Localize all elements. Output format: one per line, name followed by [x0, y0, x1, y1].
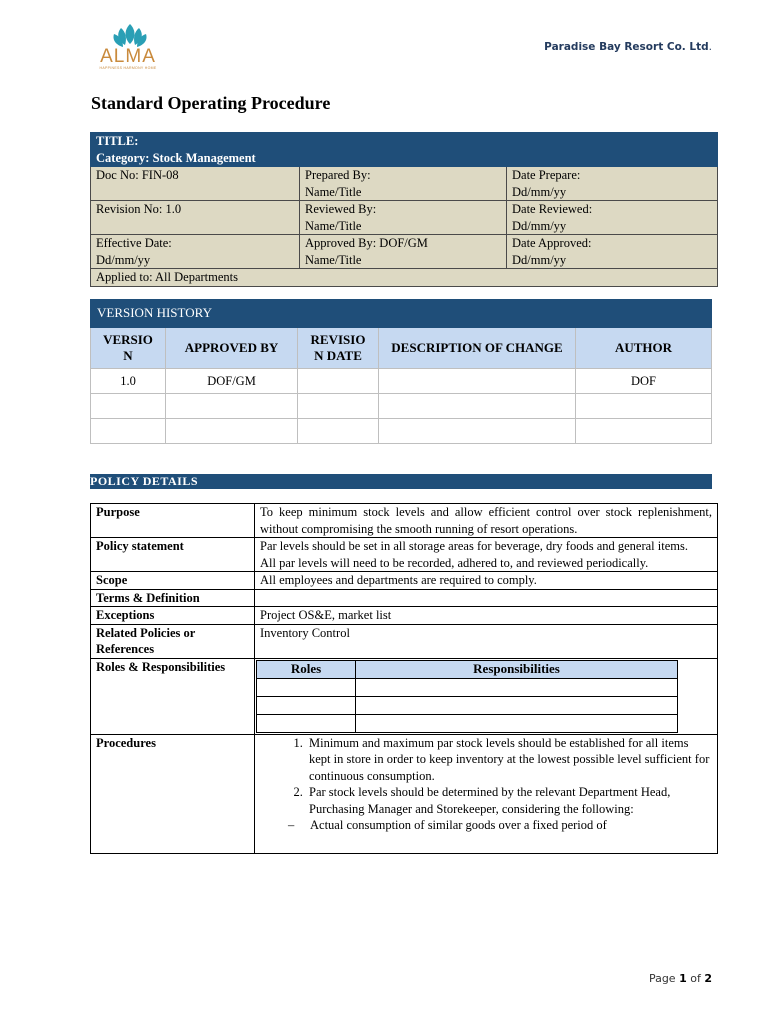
procedures-cell [255, 734, 718, 853]
statement-line: Par levels should be set in all storage areas for beverage, dry foods and general items. [260, 539, 688, 553]
document-info-table [90, 132, 718, 287]
table-row [257, 678, 678, 696]
cell-revision-date [298, 394, 379, 419]
procedures-label: Procedures [91, 734, 255, 853]
cell-description [379, 394, 576, 419]
col-version: VERSIO N [91, 328, 166, 369]
title-label: TITLE: [96, 134, 139, 148]
cell-version: 1.0 [91, 369, 166, 394]
scope-text: All employees and departments are required to comply. [255, 572, 718, 590]
procedures-sublist [260, 817, 712, 834]
purpose-text: To keep minimum stock levels and allow efficient control over stock replenishment, without compromising the smooth running of resort operations. [255, 504, 718, 538]
scope-label: Scope [91, 572, 255, 590]
page-number: Page 1 of 2 [648, 972, 712, 985]
roles-cell [255, 658, 718, 734]
cell-approved-by [166, 394, 298, 419]
cell-version [91, 419, 166, 444]
version-history-table [90, 299, 712, 444]
col-approved-by: APPROVED BY [166, 328, 298, 369]
col-description: DESCRIPTION OF CHANGE [379, 328, 576, 369]
document-title: Standard Operating Procedure [91, 93, 331, 113]
effective-date-cell: Effective Date: Dd/mm/yy [91, 235, 300, 269]
procedures-list [260, 735, 712, 818]
list-item: 1. Minimum and maximum par stock levels should be established for all items kept in store in order to keep inventory at the lowest possible level sufficient for continuous consumption. [306, 735, 712, 785]
company-name: Paradise Bay Resort Co. Ltd. [544, 41, 712, 53]
logo-tagline: HAPPINESS HARMONY HOME [99, 66, 157, 70]
prepared-by-cell: Prepared By: Name/Title [300, 167, 507, 201]
table-row [91, 419, 712, 444]
roles-label: Roles & Responsibilities [91, 658, 255, 734]
table-row [257, 714, 678, 732]
cell-description [379, 419, 576, 444]
date-approved-cell: Date Approved: Dd/mm/yy [507, 235, 718, 269]
revision-no-cell: Revision No: 1.0 [91, 201, 300, 235]
applied-to-cell: Applied to: All Departments [91, 269, 718, 287]
responsibilities-col-header: Responsibilities [356, 660, 678, 678]
policy-details-table [90, 503, 718, 854]
col-author: AUTHOR [576, 328, 712, 369]
cell-description [379, 369, 576, 394]
logo-wordmark: ALMA [100, 46, 156, 67]
cell-version [91, 394, 166, 419]
exceptions-text: Project OS&E, market list [255, 607, 718, 625]
policy-statement-label: Policy statement [91, 538, 255, 572]
list-item: – Actual consumption of similar goods over a fixed period of [300, 817, 712, 834]
table-row [257, 696, 678, 714]
table-row [91, 394, 712, 419]
roles-col-header: Roles [257, 660, 356, 678]
cell-approved-by: DOF/GM [166, 369, 298, 394]
related-text: Inventory Control [255, 624, 718, 658]
table-row [91, 369, 712, 394]
list-item: 2. Par stock levels should be determined by the relevant Department Head, Purchasing Manager and Storekeeper, considering the following: [306, 784, 712, 817]
related-label: Related Policies or References [91, 624, 255, 658]
col-revision-date: REVISIO N DATE [298, 328, 379, 369]
version-history-heading: VERSION HISTORY [91, 300, 712, 328]
cell-revision-date [298, 369, 379, 394]
policy-details-heading: POLICY DETAILS [90, 474, 712, 489]
cell-author [576, 394, 712, 419]
reviewed-by-cell: Reviewed By: Name/Title [300, 201, 507, 235]
terms-label: Terms & Definition [91, 589, 255, 607]
cell-author: DOF [576, 369, 712, 394]
terms-text [255, 589, 718, 607]
approved-by-cell: Approved By: DOF/GM Name/Title [300, 235, 507, 269]
roles-table [256, 660, 678, 733]
policy-statement-text [255, 538, 718, 572]
title-cell [91, 133, 718, 167]
date-prepared-cell: Date Prepare: Dd/mm/yy [507, 167, 718, 201]
cell-approved-by [166, 419, 298, 444]
category-label: Category: Stock Management [96, 150, 256, 165]
statement-line: All par levels will need to be recorded, adhered to, and reviewed periodically. [260, 555, 649, 570]
doc-no-cell: Doc No: FIN-08 [91, 167, 300, 201]
cell-revision-date [298, 419, 379, 444]
date-reviewed-cell: Date Reviewed: Dd/mm/yy [507, 201, 718, 235]
cell-author [576, 419, 712, 444]
exceptions-label: Exceptions [91, 607, 255, 625]
purpose-label: Purpose [91, 504, 255, 538]
